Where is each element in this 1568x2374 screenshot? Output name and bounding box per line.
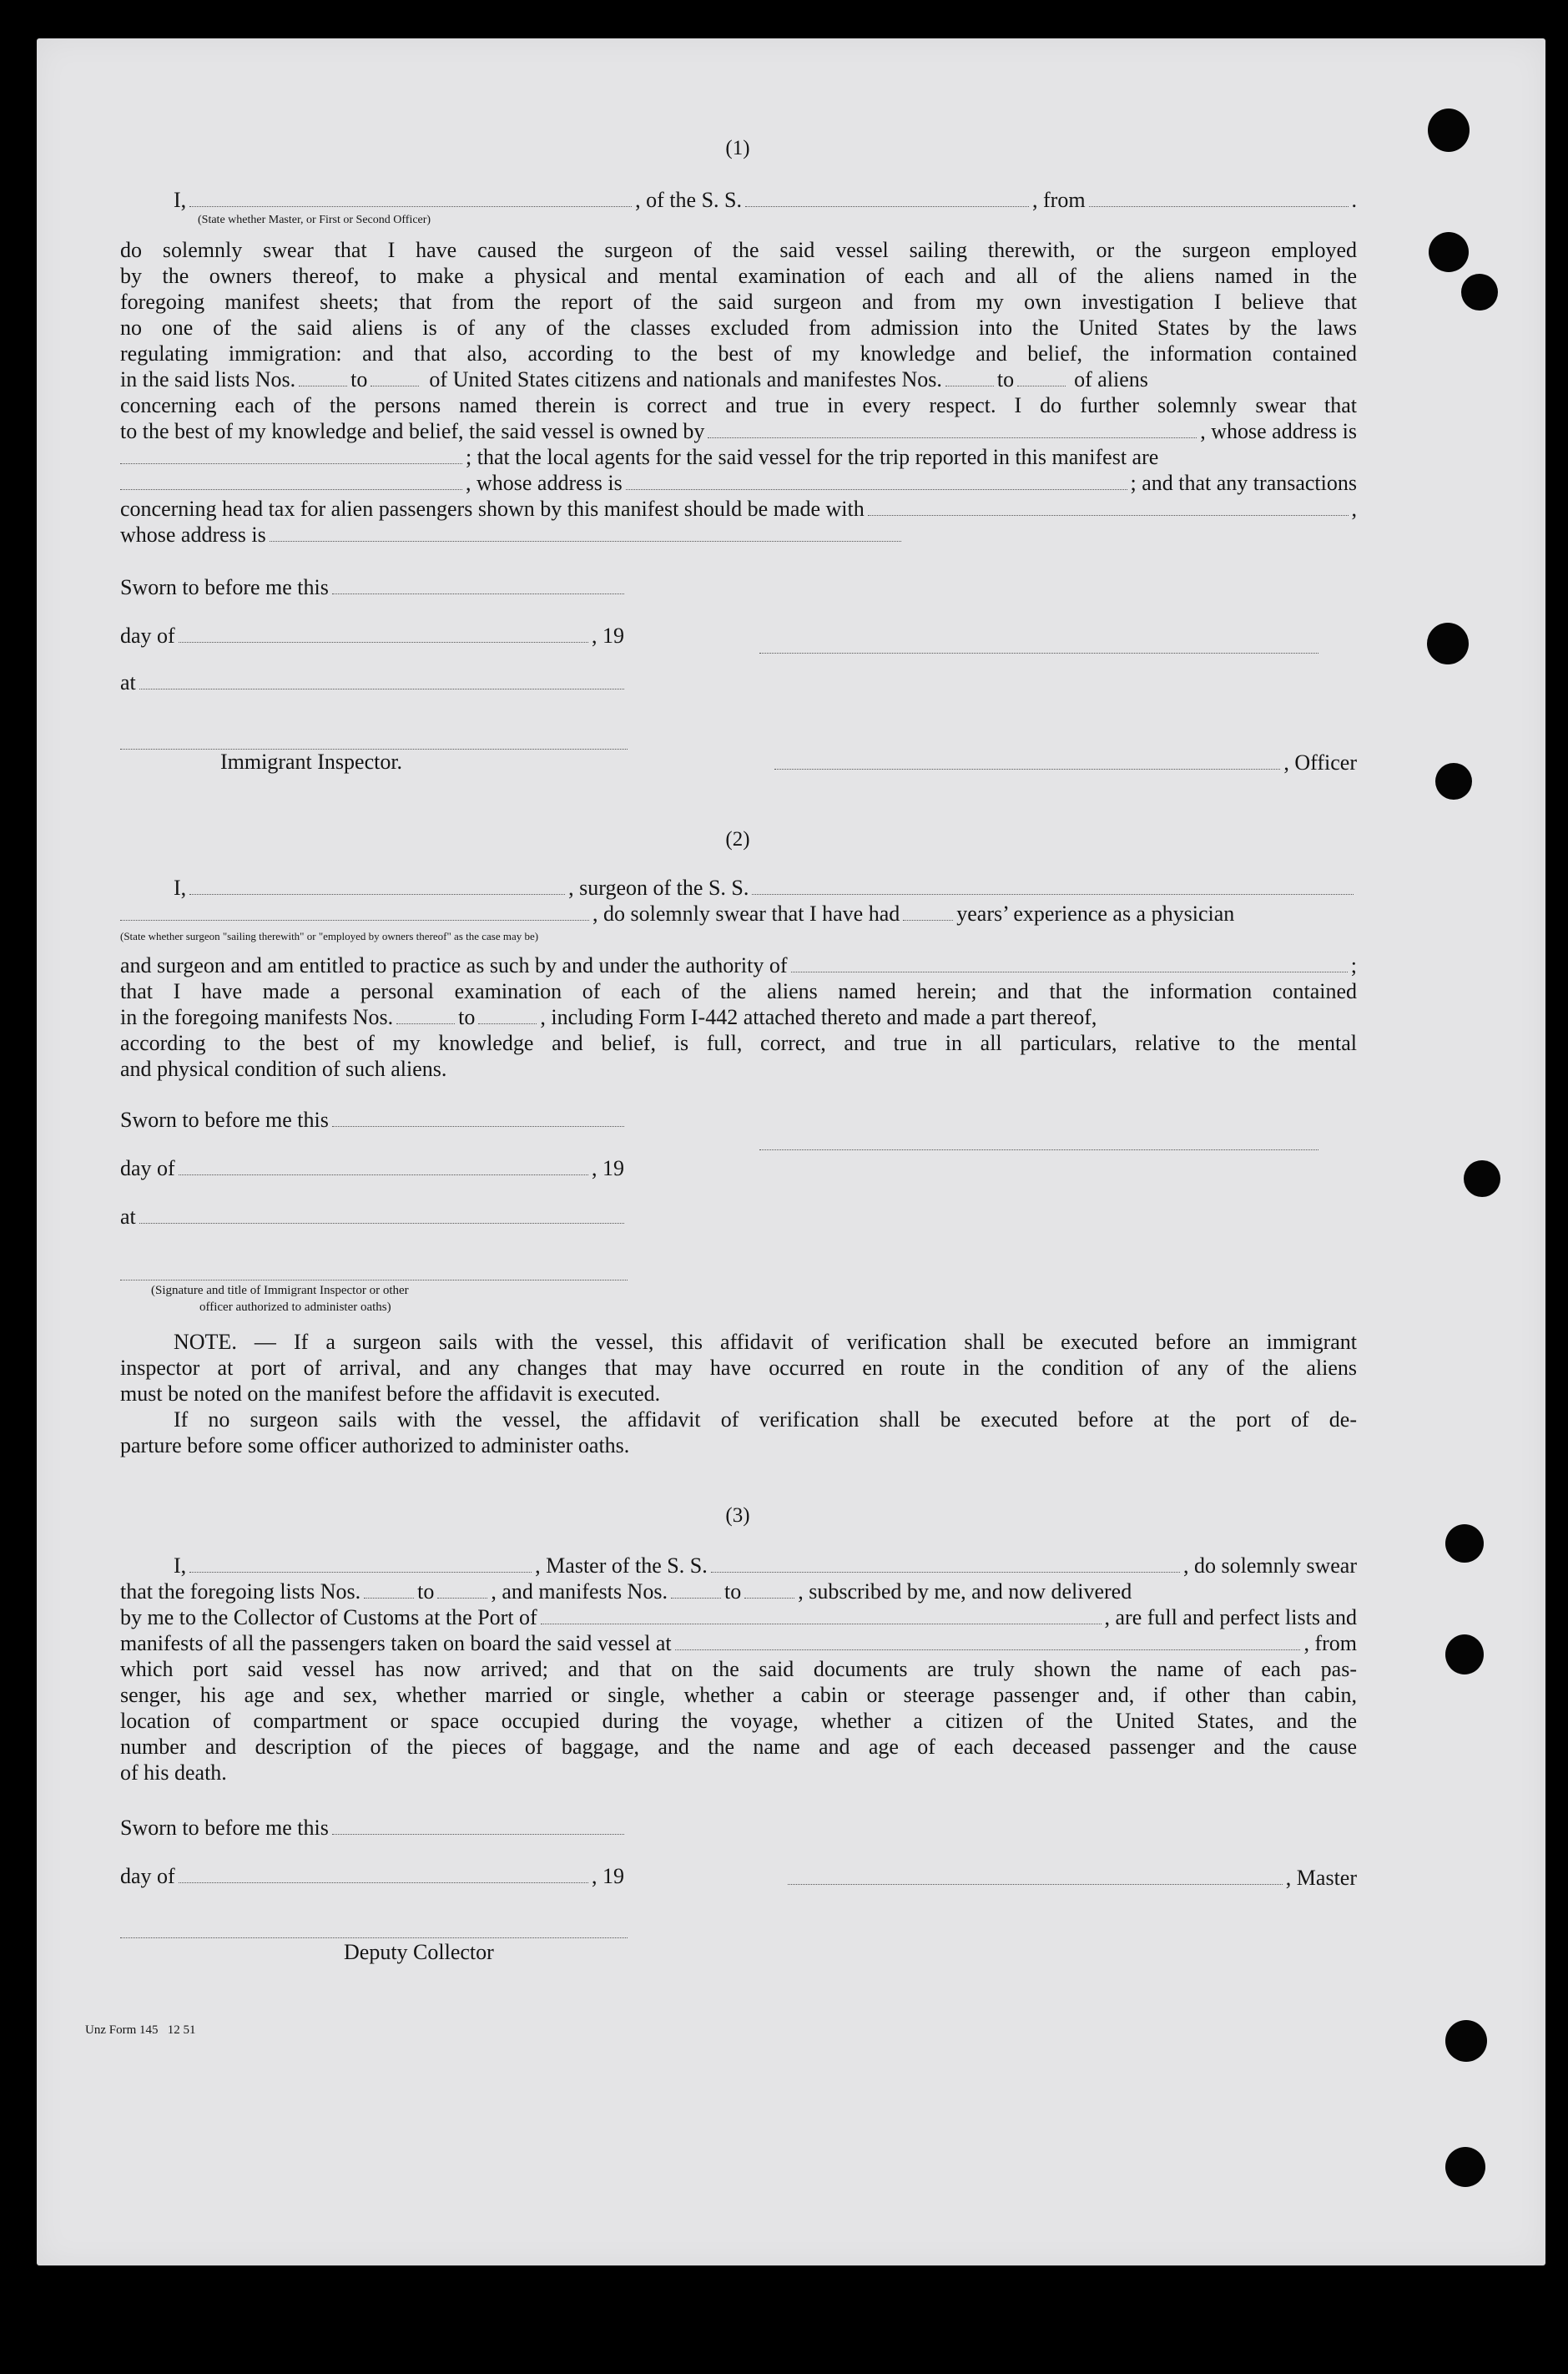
immigrant-inspector-label: Immigrant Inspector. bbox=[220, 750, 403, 774]
from-port-field[interactable] bbox=[1089, 189, 1349, 207]
punch-hole bbox=[1445, 2147, 1485, 2187]
section-3-body-line: location of compartment or space occupied during the voyage, whether a citizen of the United States, and the bbox=[120, 1709, 1357, 1733]
officer-line: , Officer bbox=[774, 750, 1357, 775]
section-3-port-line: by me to the Collector of Customs at the Port of , are full and perfect lists and bbox=[120, 1605, 1357, 1629]
manifests-from-field[interactable] bbox=[945, 369, 994, 386]
section-3-body-line: number and description of the pieces of baggage, and the name and age of each deceased passenger and the cause bbox=[120, 1735, 1357, 1759]
lists-to-field[interactable] bbox=[437, 1581, 487, 1599]
section-2-manifest-line: in the foregoing manifests Nos. to , including Form I-442 attached thereto and made a part thereof, bbox=[120, 1005, 1097, 1029]
section-3-sworn-line: Sworn to before me this bbox=[120, 1815, 628, 1841]
section-3-board-line: manifests of all the passengers taken on board the said vessel at , from bbox=[120, 1631, 1357, 1655]
signature-hint: officer authorized to administer oaths) bbox=[199, 1301, 391, 1314]
section-2-surgeon-line: I, , surgeon of the S. S. bbox=[120, 875, 1357, 901]
officer-name-field[interactable] bbox=[189, 189, 632, 207]
agents-address-field[interactable] bbox=[626, 472, 1127, 490]
section-1-body-line: no one of the said aliens is of any of the classes excluded from admission into the United States by the laws bbox=[120, 316, 1357, 340]
section-1-sworn-line: Sworn to before me this bbox=[120, 574, 628, 600]
section-1-whose-address-line: whose address is bbox=[120, 522, 905, 548]
sworn-month-field[interactable] bbox=[179, 625, 588, 643]
lists-to-field[interactable] bbox=[371, 369, 419, 386]
manifests-to-field[interactable] bbox=[1017, 369, 1066, 386]
form-sheet bbox=[37, 38, 1545, 2265]
section-2-sworn-line: Sworn to before me this bbox=[120, 1107, 628, 1133]
manifests-from-field[interactable] bbox=[671, 1581, 721, 1599]
vessel-name-field[interactable] bbox=[745, 189, 1029, 207]
section-1-body-line: do solemnly swear that I have caused the surgeon of the said vessel sailing therewith, or the surgeon employed bbox=[120, 238, 1357, 262]
lists-from-field[interactable] bbox=[364, 1581, 414, 1599]
section-1-owned-line: to the best of my knowledge and belief, the said vessel is owned by , whose address is bbox=[120, 419, 1357, 443]
section-1-officer-line: I, , of the S. S. , from . bbox=[174, 188, 1357, 212]
section-3-master-line: I, , Master of the S. S. , do solemnly swear bbox=[174, 1553, 1357, 1578]
authority-field[interactable] bbox=[791, 955, 1348, 972]
section-3-lists-line: that the foregoing lists Nos. to , and manifests Nos. to , subscribed by me, and now delivered bbox=[120, 1579, 1132, 1604]
inspector-signature-line[interactable] bbox=[120, 1279, 628, 1280]
years-field[interactable] bbox=[903, 903, 953, 921]
punch-hole bbox=[1445, 1524, 1484, 1563]
section-2-day-line: day of , 19 bbox=[120, 1156, 624, 1180]
section-1-body-line: regulating immigration: and that also, according to the best of my knowledge and belief, the information contained bbox=[120, 341, 1357, 366]
section-1-agents-address-line: , whose address is ; and that any transactions bbox=[120, 470, 1357, 496]
surgeon-vessel-field[interactable] bbox=[752, 877, 1354, 895]
section-2-number: (2) bbox=[725, 828, 750, 851]
punch-hole bbox=[1435, 763, 1472, 800]
punch-hole bbox=[1445, 2020, 1487, 2062]
signature-hint: (Signature and title of Immigrant Inspector or other bbox=[151, 1284, 409, 1297]
note-line: NOTE. — If a surgeon sails with the vessel, this affidavit of verification shall be executed before an immigrant bbox=[174, 1330, 1357, 1354]
officer-title-field[interactable] bbox=[774, 752, 1280, 770]
master-name-field[interactable] bbox=[189, 1555, 532, 1573]
section-3-body-line: senger, his age and sex, whether married or single, whether a cabin or steerage passenger and, if other than cabin, bbox=[120, 1683, 1357, 1707]
note-line: inspector at port of arrival, and any changes that may have occurred en route in the condition of any of the aliens bbox=[120, 1356, 1357, 1380]
section-1-day-line: day of , 19 bbox=[120, 624, 624, 648]
section-1-agents-line: ; that the local agents for the said vessel for the trip reported in this manifest are bbox=[120, 444, 1357, 470]
section-1-number: (1) bbox=[725, 137, 750, 159]
master-signature-field[interactable] bbox=[788, 1867, 1283, 1885]
section-1-body-line: by the owners thereof, to make a physical and mental examination of each and all of the aliens named in the bbox=[120, 264, 1357, 288]
owner-field[interactable] bbox=[708, 421, 1197, 438]
officer-hint: (State whether Master, or First or Second Officer) bbox=[198, 214, 431, 226]
section-1-headtax-line: concerning head tax for alien passengers shown by this manifest should be made with , bbox=[120, 497, 1357, 521]
sworn-month-field[interactable] bbox=[179, 1866, 588, 1883]
local-agents-field[interactable] bbox=[120, 472, 462, 490]
section-2-experience-line: , do solemnly swear that I have had years’ experience as a physician bbox=[120, 901, 1357, 927]
manifest-to-field[interactable] bbox=[478, 1007, 537, 1024]
surgeon-hint: (State whether surgeon "sailing therewith" or "employed by owners thereof" as the case may be) bbox=[120, 930, 539, 942]
note-line: If no surgeon sails with the vessel, the affidavit of verification shall be executed before at the port of de- bbox=[174, 1407, 1357, 1432]
boarding-port-field[interactable] bbox=[675, 1633, 1301, 1650]
manifests-to-field[interactable] bbox=[744, 1581, 794, 1599]
section-3-body-line: which port said vessel has now arrived; and that on the said documents are truly shown the name of each pas- bbox=[120, 1657, 1357, 1681]
headtax-contact-field[interactable] bbox=[868, 498, 1349, 516]
port-field[interactable] bbox=[541, 1607, 1102, 1624]
section-2-authority-line: and surgeon and am entitled to practice as such by and under the authority of ; bbox=[120, 953, 1357, 977]
officer-signature-line[interactable] bbox=[759, 652, 1318, 654]
section-2-body-line: according to the best of my knowledge and belief, is full, correct, and true in all particulars, relative to the mental bbox=[120, 1031, 1357, 1055]
note-line: must be noted on the manifest before the affidavit is executed. bbox=[120, 1381, 661, 1406]
owner-address-field[interactable] bbox=[120, 447, 462, 464]
punch-hole bbox=[1427, 623, 1469, 664]
form-id: Unz Form 145 12 51 bbox=[85, 2023, 196, 2037]
surgeon-type-field[interactable] bbox=[120, 903, 589, 921]
master-signature-line: , Master bbox=[788, 1865, 1357, 1891]
master-vessel-field[interactable] bbox=[711, 1555, 1180, 1573]
lists-from-field[interactable] bbox=[299, 369, 347, 386]
sworn-day-field[interactable] bbox=[332, 1817, 624, 1835]
sworn-month-field[interactable] bbox=[179, 1158, 588, 1175]
section-1-body-line: concerning each of the persons named therein is correct and true in every respect. I do further solemnly swear that bbox=[120, 393, 1357, 417]
deputy-signature-line[interactable] bbox=[120, 1937, 628, 1938]
punch-hole bbox=[1464, 1160, 1500, 1197]
section-1-at-line: at bbox=[120, 669, 628, 695]
section-3-day-line: day of , 19 bbox=[120, 1864, 624, 1888]
section-2-at-line: at bbox=[120, 1204, 628, 1230]
sworn-place-field[interactable] bbox=[139, 672, 624, 689]
section-1-nos-line: in the said lists Nos. to of United States citizens and nationals and manifestes Nos. to of aliens bbox=[120, 367, 1148, 391]
headtax-address-field[interactable] bbox=[270, 524, 901, 542]
punch-hole bbox=[1461, 274, 1498, 311]
section-2-body-line: that I have made a personal examination of each of the aliens named herein; and that the information contained bbox=[120, 979, 1357, 1003]
manifest-from-field[interactable] bbox=[396, 1007, 455, 1024]
punch-hole bbox=[1429, 232, 1469, 272]
sworn-day-field[interactable] bbox=[332, 577, 624, 594]
punch-hole bbox=[1445, 1634, 1484, 1674]
sworn-day-field[interactable] bbox=[332, 1109, 624, 1127]
section-1-body-line: foregoing manifest sheets; that from the report of the said surgeon and from my own investigation I believe that bbox=[120, 290, 1357, 314]
sworn-place-field[interactable] bbox=[139, 1206, 624, 1224]
deputy-collector-label: Deputy Collector bbox=[344, 1940, 494, 1964]
section-3-number: (3) bbox=[725, 1504, 750, 1527]
surgeon-signature-line[interactable] bbox=[759, 1149, 1318, 1150]
surgeon-name-field[interactable] bbox=[189, 877, 565, 895]
section-3-body-line: of his death. bbox=[120, 1760, 227, 1785]
note-line: parture before some officer authorized to administer oaths. bbox=[120, 1433, 630, 1457]
section-2-body-line: and physical condition of such aliens. bbox=[120, 1057, 447, 1081]
